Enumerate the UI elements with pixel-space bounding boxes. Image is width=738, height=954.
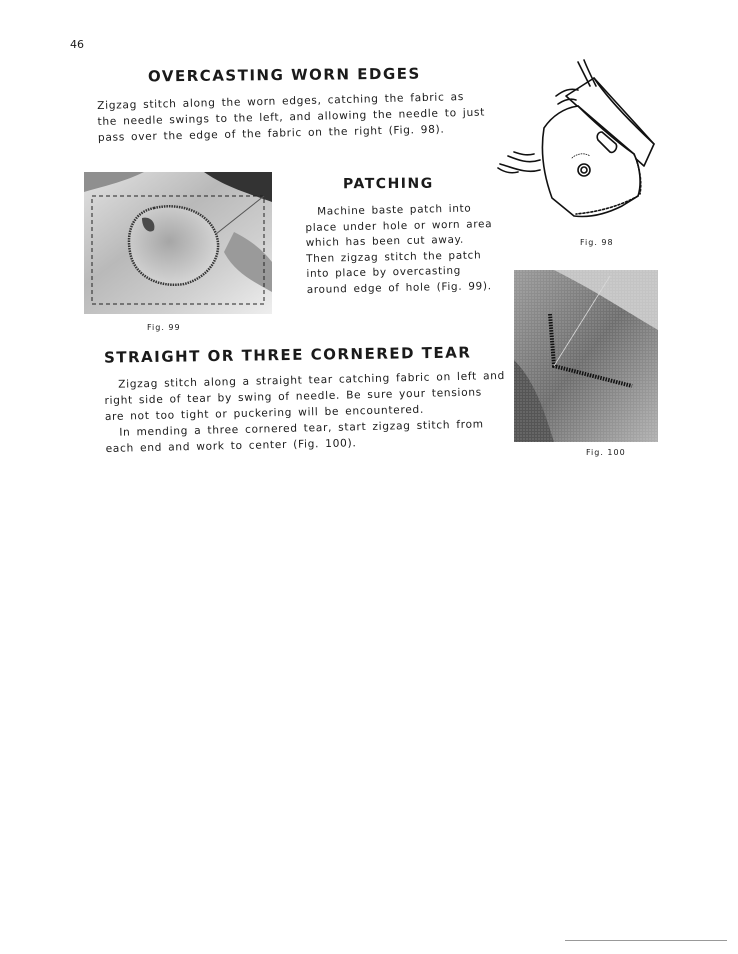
paragraph-overcasting	[97, 89, 486, 146]
caption-fig-98: Fig. 98	[580, 238, 614, 247]
text-line: Machine baste patch into	[317, 202, 472, 218]
text-line: place under hole or worn area	[305, 217, 493, 234]
text-line: Then zigzag stitch the patch	[306, 249, 482, 265]
garment-pocket-drawing	[494, 56, 658, 232]
figure-98-illustration	[494, 56, 658, 232]
text-line: In mending a three cornered tear, start zigzag stitch from	[119, 418, 484, 439]
caption-fig-100: Fig. 100	[586, 448, 626, 457]
page-number: 46	[70, 38, 84, 51]
text-line: each end and work to center (Fig. 100).	[105, 437, 357, 455]
text-line: around edge of hole (Fig. 99).	[306, 280, 492, 296]
text-line: Zigzag stitch along a straight tear catching fabric on left and	[118, 369, 506, 391]
text-line: into place by overcasting	[306, 265, 462, 281]
caption-fig-99: Fig. 99	[147, 323, 181, 332]
text-line: Zigzag stitch along the worn edges, catching the fabric as	[97, 91, 465, 112]
text-line: which has been cut away.	[305, 233, 465, 250]
paragraph-patching	[305, 201, 494, 298]
tear-photo	[514, 270, 658, 442]
figure-100-photo	[514, 270, 658, 442]
figure-99-photo	[84, 172, 272, 314]
footer-rule	[565, 940, 727, 941]
heading-patching: PATCHING	[342, 175, 434, 193]
text-line: are not too tight or puckering will be encountered.	[104, 403, 425, 423]
text-line: the needle swings to the left, and allowing the needle to just	[97, 106, 486, 128]
heading-overcasting: OVERCASTING WORN EDGES	[147, 64, 421, 86]
text-line: right side of tear by swing of needle. Be sure your tensions	[104, 386, 483, 407]
text-line: pass over the edge of the fabric on the right (Fig. 98).	[97, 123, 445, 144]
patch-photo	[84, 172, 272, 314]
heading-tear: STRAIGHT OR THREE CORNERED TEAR	[103, 343, 472, 367]
paragraph-tear	[104, 368, 507, 457]
